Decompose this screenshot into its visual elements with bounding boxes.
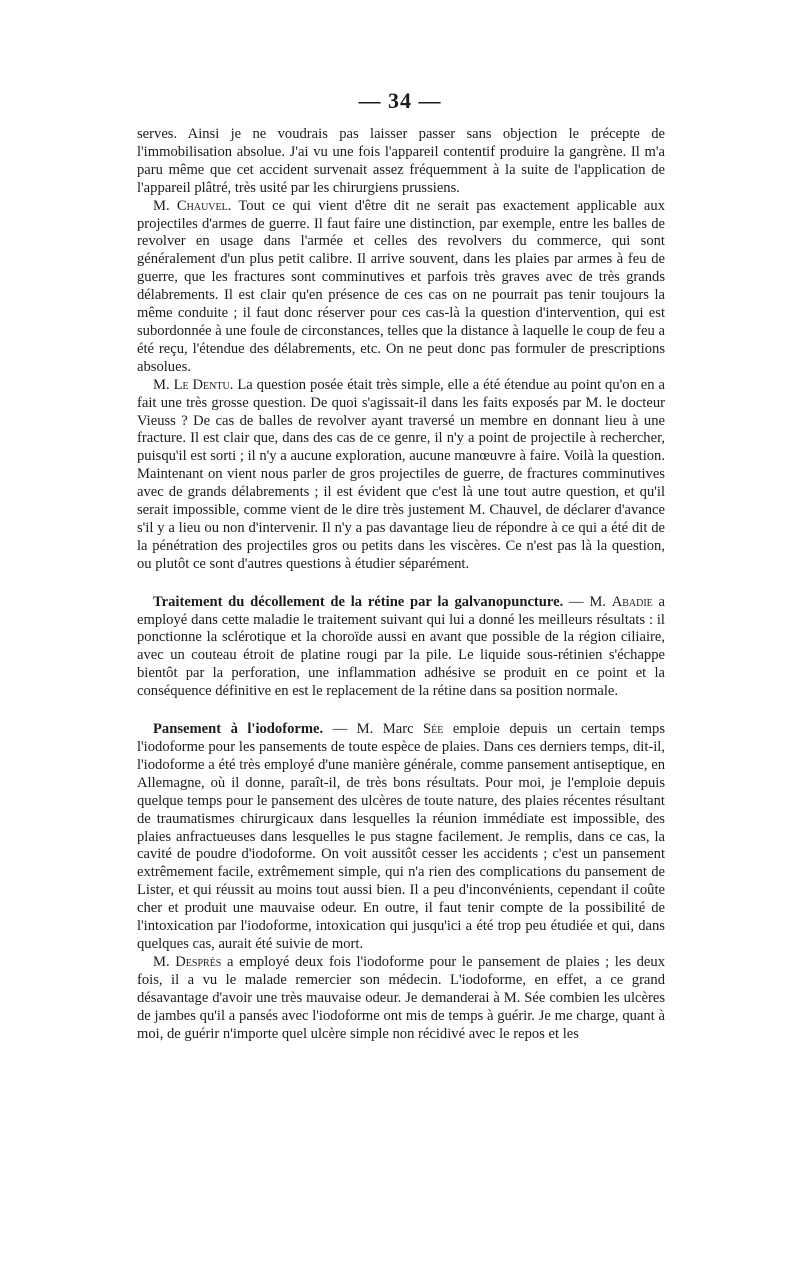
section-galvanopuncture [137, 594, 665, 701]
speaker-name: Desprès [175, 953, 222, 970]
speaker-name: Le Dentu [173, 376, 230, 393]
speaker-name: Chauvel [176, 197, 228, 214]
heading-dash: — M. [563, 593, 612, 610]
speaker-prefix: M. [153, 376, 174, 393]
paragraph-despres [137, 954, 665, 1044]
paragraph-le-dentu [137, 377, 665, 574]
section-heading: Traitement du décollement de la rétine par la galvanopuncture. [153, 593, 564, 610]
heading-dash: — M. Marc [323, 721, 424, 738]
paragraph-chauvel [137, 198, 665, 377]
speaker-prefix: M. [153, 953, 176, 970]
paragraph-text: emploie depuis un certain temps l'iodoforme pour les pansements de toute espèce de plaies. Dans ces derniers temps, dit-il, l'iodoforme a été très employé d'une manière générale, comme pansement antiseptique, en Allemagne, où il donne, paraît-il, de très bons résultats. Pour moi, je l'emploie depuis quelque temps pour le pansement des ulcères de toute nature, des plaies récentes résultant de traumatismes chirurgicaux dans lesquelles la réunion immédiate est impossible, des plaies anfractueuses dans lesquelles le pus stagne facilement. Je remplis, dans ce cas, la cavité de poudre d'iodoforme. On voit aussitôt cesser les accidents ; c'est un pansement extrêmement facile, extrêmement simple, qui n'a rien des complications du pansement de Lister, et qui réussit au moins tout aussi bien. Il a peu d'inconvénients, cependant il coûte cher et produit une mauvaise odeur. En outre, il faut tenir compte de la possibilité de l'intoxication par l'iodoforme, intoxication qui jusqu'ici a été trop peu étudiée et qui, dans quelques cas, aurait été suivie de mort. [137, 721, 665, 952]
speaker-name: Sée [423, 721, 444, 738]
paragraph-1: serves. Ainsi je ne voudrais pas laisser passer sans objection le précepte de l'immobilisation absolue. J'ai vu une fois l'appareil contentif produire la gangrène. Il m'a paru même que cet accident survenait assez fréquemment à la suite de l'application de l'appareil plâtré, très usité par les chirurgiens prussiens. [137, 126, 665, 196]
article-body [137, 126, 665, 1043]
paragraph-text: . Tout ce qui vient d'être dit ne serait pas exactement applicable aux projectiles d'armes de guerre. Il faut faire une distinction, par exemple, entre les balles de revolver en usage dans l'armée et celles des revolvers du commerce, qui sont généralement d'un plus petit calibre. Il arrive souvent, dans les plaies par armes à feu de guerre, que les fractures sont comminutives et parfois très graves avec de très grands délabrements. Il est clair qu'en présence de ces cas on ne pourrait pas tenir toujours la même conduite ; il faut donc réserver pour ces cas-là la question d'intervention, qui est subordonnée à une foule de circonstances, telles que la distance à laquelle le coup de feu a été reçu, l'étendue des délabrements, etc. On ne peut donc pas formuler de prescriptions absolues. [137, 197, 665, 375]
section-iodoforme [137, 721, 665, 954]
section-heading: Pansement à l'iodoforme. [153, 721, 324, 738]
paragraph-text: . La question posée était très simple, elle a été étendue au point qu'on en a fait une très grosse question. De quoi s'agissait-il dans les faits exposés par M. le docteur Vieuss ? De cas de balles de revolver ayant traversé un membre en donnant lieu à une fracture. Il est clair que, dans des cas de ce genre, il n'y a point de projectile à rechercher, puisqu'il est sorti ; il n'y a aucune exploration, aucune manœuvre à faire. Voilà la question. Maintenant on vient nous parler de gros projectiles de guerre, de fractures comminutives avec de grands délabrements ; il est évident que c'est là une tout autre question, et qu'il serait impossible, comme vient de le dire très justement M. Chauvel, de déclarer d'avance s'il y a lieu ou non d'intervenir. Il n'y a pas davantage lieu de répondre à ce qui a été dit de la pénétration des projectiles gros ou petits dans les viscères. Ce n'est pas là la question, ou plutôt ce sont d'autres questions à étudier séparément. [137, 376, 665, 572]
speaker-name: Abadie [611, 593, 653, 610]
paragraph-text: a employé deux fois l'iodoforme pour le pansement de plaies ; les deux fois, il a vu le malade remercier son médecin. L'iodoforme, en effet, a ce grand désavantage d'avoir une très mauvaise odeur. Je demanderai à M. Sée combien les ulcères de jambes qu'il a pansés avec l'iodoforme ont mis de temps à guérir. Je me charge, quant à moi, de guérir n'importe quel ulcère simple non récidivé avec le repos et les [137, 953, 665, 1042]
speaker-prefix: M. [153, 197, 177, 214]
paragraph-text: a employé dans cette maladie le traitement suivant qui lui a donné les meilleurs résultats : il ponctionne la sclérotique et la choroïde aussi en avant que possible de la région ciliaire, avec un couteau étroit de platine rougi par la pile. Le liquide sous-rétinien s'échappe bientôt par la perforation, une inflammation adhésive se produit en ce point et la conséquence définitive en est le replacement de la rétine dans sa position normale. [137, 593, 665, 700]
page-number: — 34 — [358, 88, 442, 113]
